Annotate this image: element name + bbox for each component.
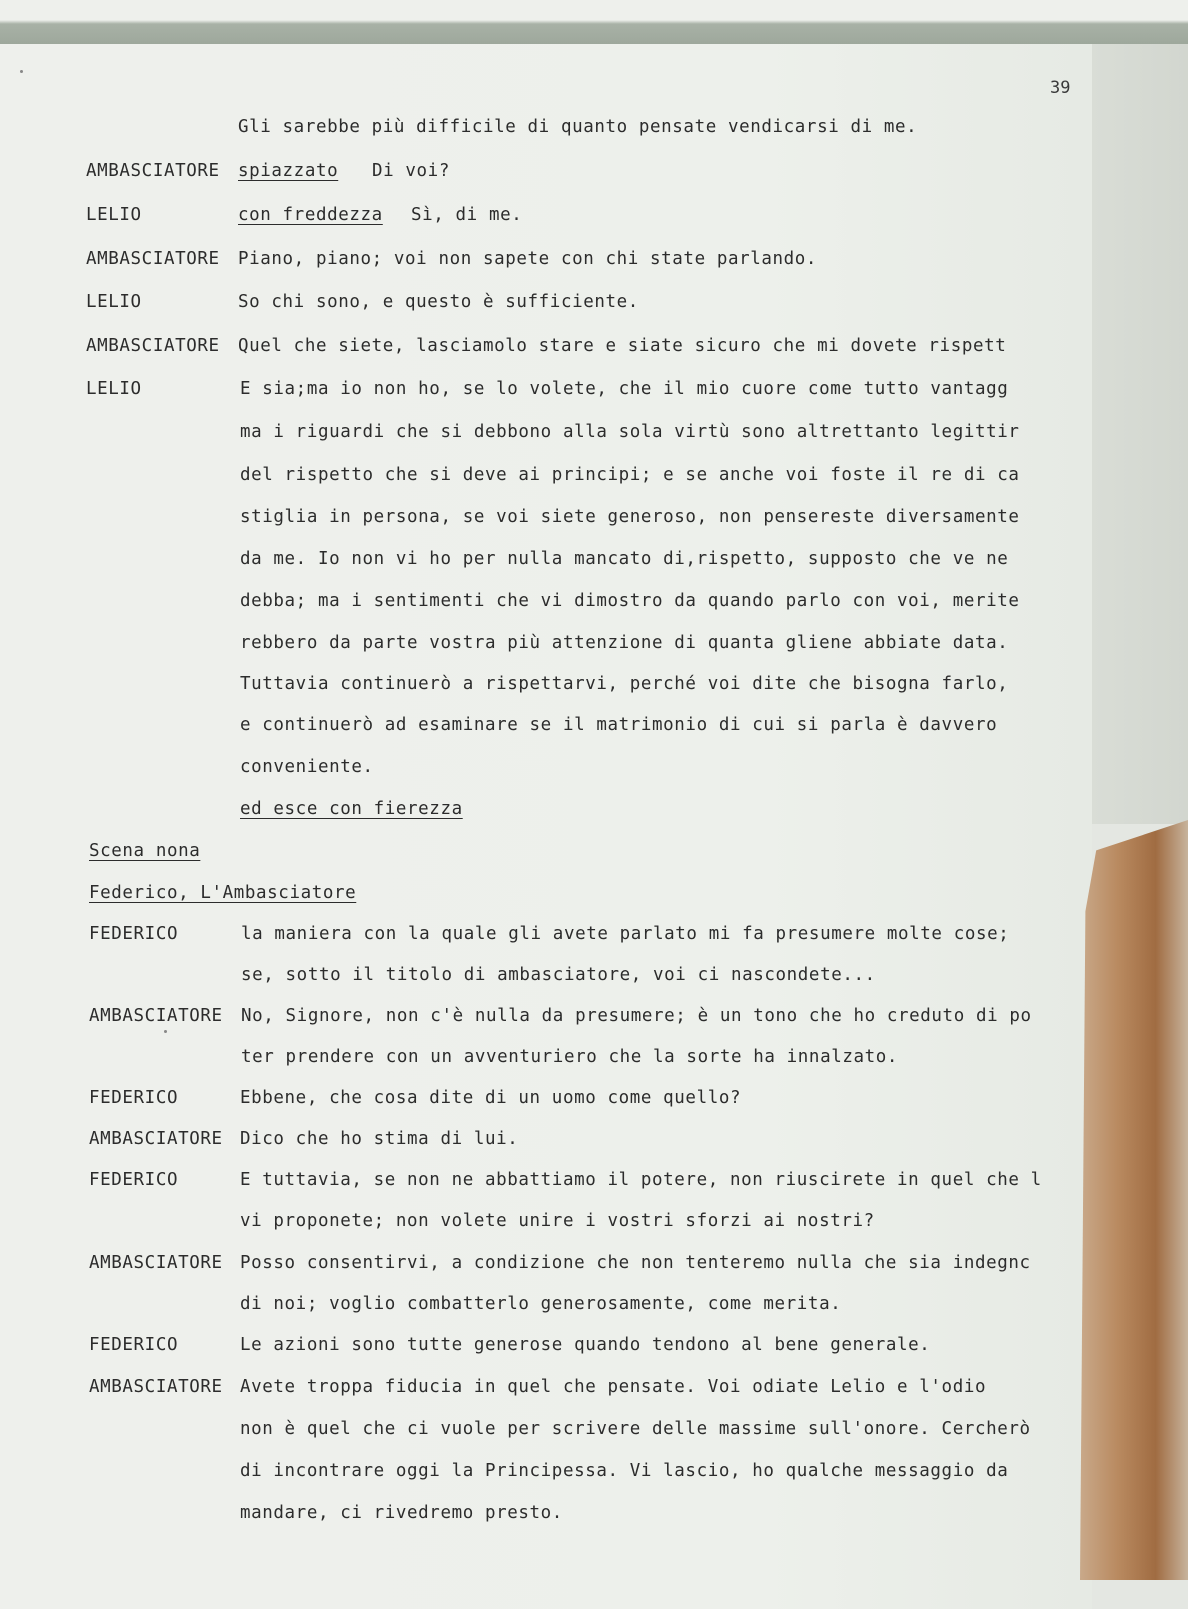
speaker-name: AMBASCIATORE xyxy=(89,1253,223,1273)
dialogue-text: vi proponete; non volete unire i vostri sforzi ai nostri? xyxy=(240,1211,875,1231)
speaker-name: LELIO xyxy=(86,379,142,399)
dialogue-text: da me. Io non vi ho per nulla mancato di,rispetto, supposto che ve ne xyxy=(240,549,1009,569)
dialogue-text: conveniente. xyxy=(240,757,374,777)
speaker-name: AMBASCIATORE xyxy=(89,1006,223,1026)
stage-direction: ed esce con fierezza xyxy=(240,799,463,819)
right-background-strip xyxy=(1092,44,1188,824)
dialogue-text: No, Signore, non c'è nulla da presumere; è un tono che ho creduto di po xyxy=(241,1006,1032,1026)
dialogue-text: So chi sono, e questo è sufficiente. xyxy=(238,292,639,312)
dialogue-text: ter prendere con un avventuriero che la sorte ha innalzato. xyxy=(241,1047,899,1067)
speaker-name: LELIO xyxy=(86,292,142,312)
dialogue-text: di incontrare oggi la Principessa. Vi lascio, ho qualche messaggio da xyxy=(240,1461,1009,1481)
speaker-name: FEDERICO xyxy=(89,924,179,944)
dialogue-text: Quel che siete, lasciamolo stare e siate sicuro che mi dovete rispett xyxy=(238,336,1007,356)
dialogue-text: Piano, piano; voi non sapete con chi state parlando. xyxy=(238,249,818,269)
dialogue-text: Tuttavia continuerò a rispettarvi, perché voi dite che bisogna farlo, xyxy=(240,674,1009,694)
scene-title: Scena nona xyxy=(89,841,201,861)
dialogue-text: di noi; voglio combatterlo generosamente, come merita. xyxy=(240,1294,842,1314)
speaker-name: FEDERICO xyxy=(89,1170,179,1190)
dialogue-text: E tuttavia, se non ne abbattiamo il potere, non riuscirete in quel che l xyxy=(240,1170,1042,1190)
wooden-surface-edge xyxy=(1080,820,1188,1580)
dialogue-text: ma i riguardi che si debbono alla sola virtù sono altrettanto legittir xyxy=(240,422,1020,442)
dialogue-text: E sia;ma io non ho, se lo volete, che il mio cuore come tutto vantagg xyxy=(240,379,1009,399)
dialogue-text: Avete troppa fiducia in quel che pensate. Voi odiate Lelio e l'odio xyxy=(240,1377,987,1397)
stage-direction: con freddezza xyxy=(238,205,383,225)
dialogue-text: Di voi? xyxy=(372,161,450,181)
speaker-name: AMBASCIATORE xyxy=(86,161,220,181)
scene-characters: Federico, L'Ambasciatore xyxy=(89,883,357,903)
page-number: 39 xyxy=(1050,78,1071,98)
dialogue-text: la maniera con la quale gli avete parlato mi fa presumere molte cose; xyxy=(241,924,1010,944)
dialogue-text: Le azioni sono tutte generose quando tendono al bene generale. xyxy=(240,1335,931,1355)
dialogue-text: mandare, ci rivedremo presto. xyxy=(240,1503,563,1523)
speaker-name: AMBASCIATORE xyxy=(89,1377,223,1397)
dialogue-text: e continuerò ad esaminare se il matrimonio di cui si parla è davvero xyxy=(240,715,998,735)
dialogue-text: Sì, di me. xyxy=(411,205,523,225)
dialogue-text: non è quel che ci vuole per scrivere delle massime sull'onore. Cercherò xyxy=(240,1419,1031,1439)
dialogue-text: Posso consentirvi, a condizione che non tenteremo nulla che sia indegnc xyxy=(240,1253,1031,1273)
dialogue-text: se, sotto il titolo di ambasciatore, voi ci nascondete... xyxy=(241,965,876,985)
speaker-name: LELIO xyxy=(86,205,142,225)
dialogue-text: del rispetto che si deve ai principi; e se anche voi foste il re di ca xyxy=(240,465,1020,485)
dialogue-text: Ebbene, che cosa dite di un uomo come quello? xyxy=(240,1088,742,1108)
speaker-name: FEDERICO xyxy=(89,1335,179,1355)
speaker-name: AMBASCIATORE xyxy=(86,336,220,356)
dialogue-text: stiglia in persona, se voi siete generoso, non pensereste diversamente xyxy=(240,507,1020,527)
dialogue-text: Dico che ho stima di lui. xyxy=(240,1129,519,1149)
speaker-name: AMBASCIATORE xyxy=(89,1129,223,1149)
dialogue-text: Gli sarebbe più difficile di quanto pensate vendicarsi di me. xyxy=(238,117,918,137)
speaker-name: AMBASCIATORE xyxy=(86,249,220,269)
speaker-name: FEDERICO xyxy=(89,1088,179,1108)
dialogue-text: debba; ma i sentimenti che vi dimostro da quando parlo con voi, merite xyxy=(240,591,1020,611)
dialogue-text: rebbero da parte vostra più attenzione di quanta gliene abbiate data. xyxy=(240,633,1009,653)
stage-direction: spiazzato xyxy=(238,161,339,181)
